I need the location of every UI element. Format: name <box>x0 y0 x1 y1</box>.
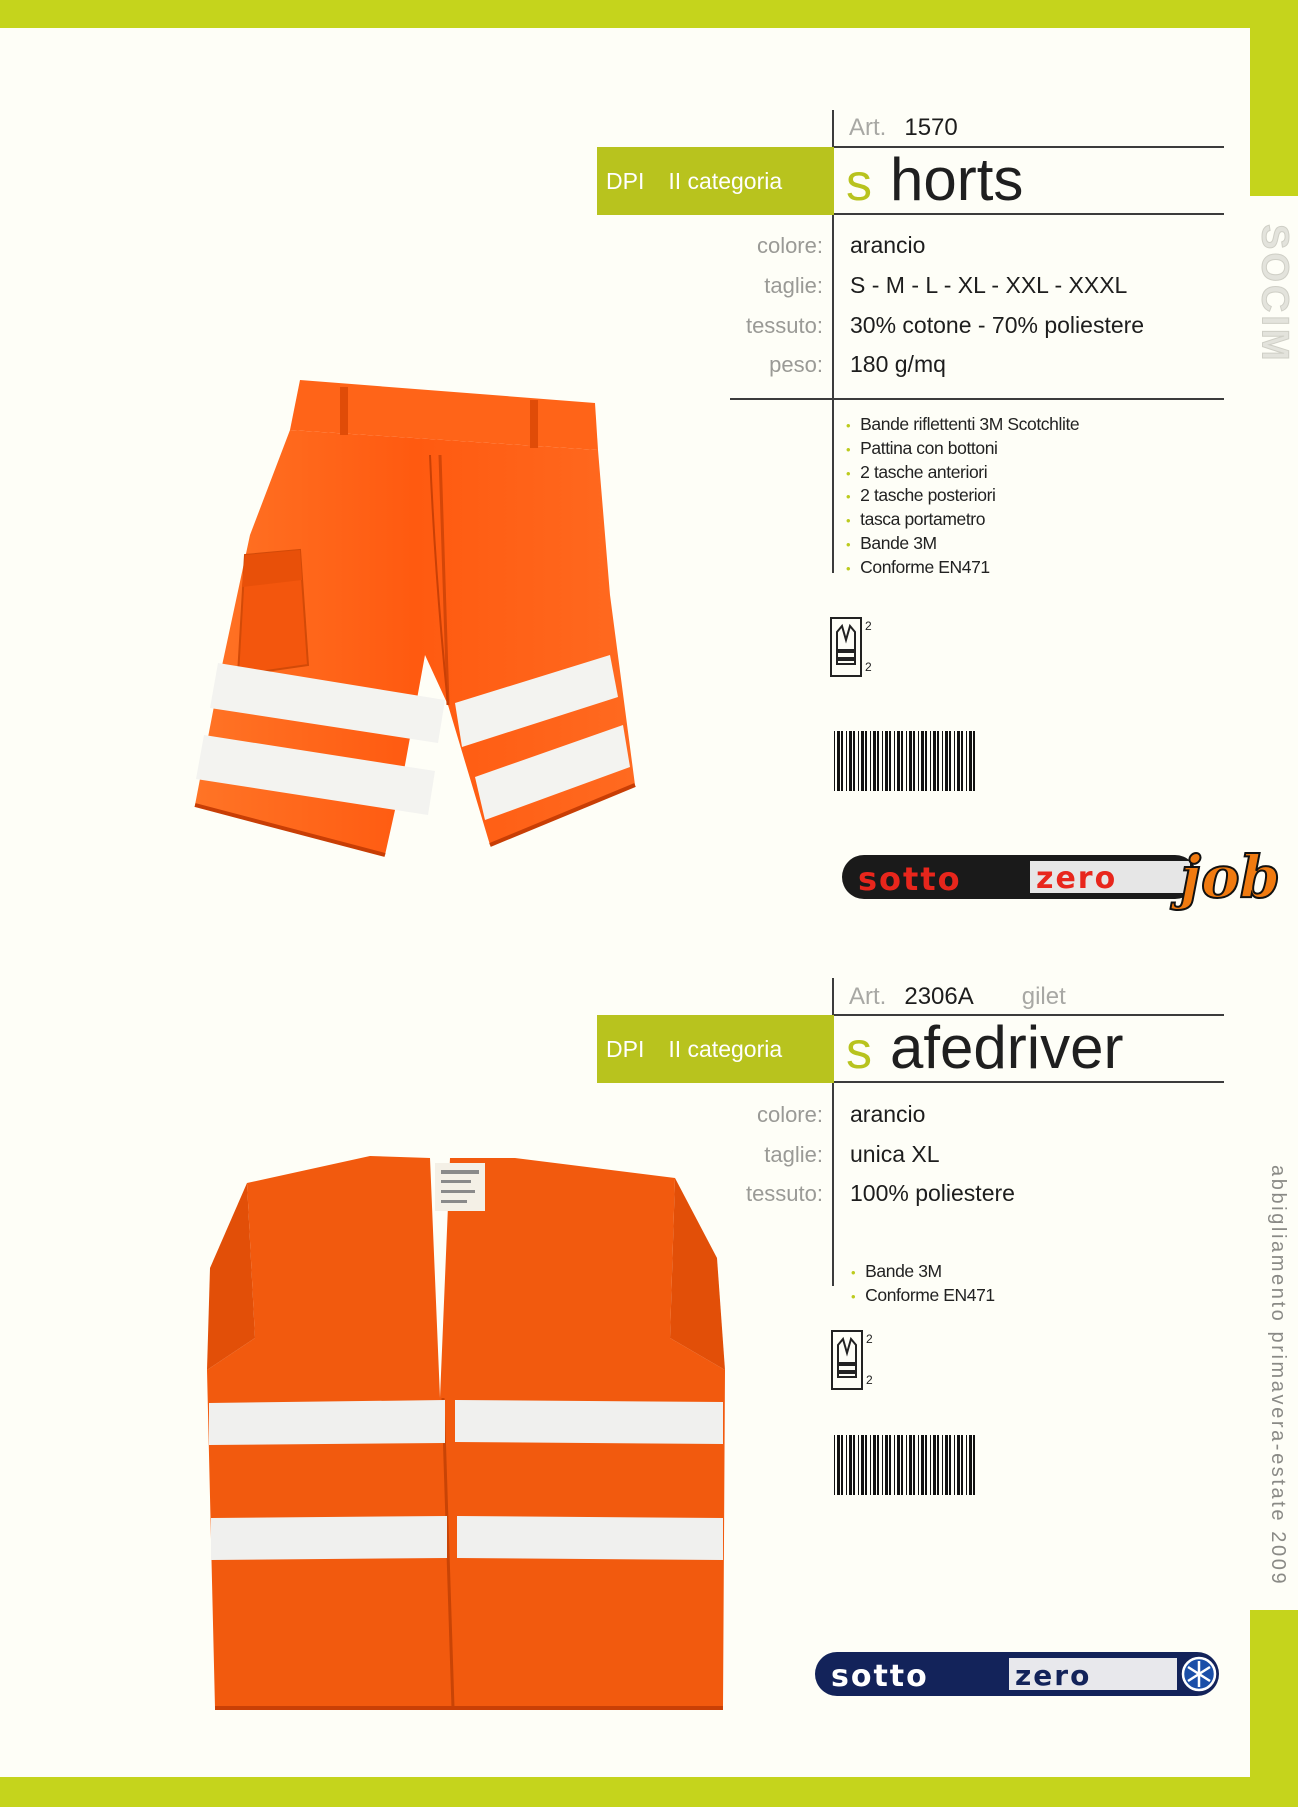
barcode-bar <box>897 1435 900 1495</box>
title-text: afedriver <box>890 1014 1124 1081</box>
barcode-bar <box>942 1435 943 1495</box>
art-label: Art. <box>849 114 887 141</box>
barcode-bar <box>918 1435 919 1495</box>
barcode-bar <box>966 1435 967 1495</box>
product-title <box>846 146 1024 213</box>
barcode-bar <box>925 731 927 791</box>
rule <box>730 398 1224 400</box>
barcode-bar <box>894 731 895 791</box>
list-item: • 2 tasche anteriori <box>846 461 988 482</box>
green-tab-top <box>1250 28 1298 196</box>
barcode-bar <box>897 731 900 791</box>
barcode-bar <box>937 731 939 791</box>
barcode-bar <box>889 1435 891 1495</box>
title-initial: s <box>846 1022 872 1080</box>
feature-list <box>851 1260 995 1308</box>
shorts-photo <box>190 375 730 865</box>
list-item: • tasca portametro <box>846 509 986 530</box>
list-item: • Conforme EN471 <box>846 556 990 577</box>
barcode-1570 <box>832 729 982 794</box>
art-code: 1570 <box>904 114 958 141</box>
barcode-bar <box>885 731 888 791</box>
field-value-colore: arancio <box>850 232 926 258</box>
top-border <box>0 0 1298 28</box>
barcode-bar <box>834 1435 835 1495</box>
svg-text:sotto: sotto <box>831 1659 929 1694</box>
svg-text:2: 2 <box>865 660 872 674</box>
field-value-taglie: unica XL <box>850 1141 940 1167</box>
art-code: 2306A <box>904 983 974 1010</box>
svg-text:zero: zero <box>1015 1659 1092 1692</box>
barcode-bar <box>921 1435 924 1495</box>
sottozero-logo <box>813 1650 1223 1700</box>
barcode-bar <box>865 1435 867 1495</box>
barcode-bar <box>913 731 915 791</box>
barcode-bar <box>837 1435 840 1495</box>
title-text: horts <box>890 146 1024 213</box>
barcode-bar <box>930 731 931 791</box>
svg-text:zero: zero <box>1036 861 1118 896</box>
dpi-label: DPI <box>606 1035 645 1062</box>
bottom-border <box>0 1777 1298 1807</box>
barcode-bar <box>949 731 951 791</box>
barcode-bar <box>973 1435 975 1495</box>
dpi-label: DPI <box>606 167 645 194</box>
svg-text:2: 2 <box>865 619 872 633</box>
barcode-bar <box>913 1435 915 1495</box>
field-value-tessuto: 30% cotone - 70% poliestere <box>850 312 1145 338</box>
barcode-bar <box>909 1435 912 1495</box>
green-tab-bottom <box>1250 1610 1298 1777</box>
barcode-bar <box>849 731 852 791</box>
list-item: • Conforme EN471 <box>851 1284 995 1305</box>
sottozero-job-logo <box>840 835 1290 927</box>
rule <box>832 213 1224 215</box>
barcode-bar <box>882 1435 883 1495</box>
dpi-category: II categoria <box>668 1035 783 1062</box>
snowflake-icon <box>1183 1658 1215 1690</box>
dpi-category: II categoria <box>668 167 783 194</box>
field-label-taglie: taglie: <box>764 273 823 298</box>
list-item: • Pattina con bottoni <box>846 437 998 458</box>
en471-vest-icon <box>830 1329 880 1389</box>
svg-text:job: job <box>1180 843 1281 911</box>
product-title <box>846 1014 1124 1081</box>
svg-text:sotto: sotto <box>858 860 962 898</box>
list-item: • Bande riflettenti 3M Scotchlite <box>846 414 1080 434</box>
barcode-bar <box>906 1435 907 1495</box>
barcode-bar <box>858 731 859 791</box>
barcode-bar <box>894 1435 895 1495</box>
barcode-bar <box>870 731 871 791</box>
barcode-bar <box>877 731 879 791</box>
barcode-bar <box>969 731 972 791</box>
barcode-bar <box>858 1435 859 1495</box>
barcode-bar <box>906 731 907 791</box>
barcode-bar <box>966 731 967 791</box>
field-label-colore: colore: <box>756 233 823 258</box>
vest-photo <box>205 1148 725 1718</box>
barcode-bar <box>846 1435 847 1495</box>
barcode-bar <box>918 731 919 791</box>
barcode-bar <box>945 731 948 791</box>
field-value-colore: arancio <box>850 1101 926 1127</box>
barcode-bar <box>945 1435 948 1495</box>
barcode-bar <box>846 731 847 791</box>
barcode-bar <box>901 1435 903 1495</box>
art-type: gilet <box>1021 983 1066 1010</box>
barcode-bar <box>834 731 835 791</box>
rule <box>832 1081 1224 1083</box>
dpi-category-banner <box>597 147 834 215</box>
barcode-bar <box>873 1435 876 1495</box>
barcode-bar <box>861 731 864 791</box>
barcode-bar <box>930 1435 931 1495</box>
barcode-bar <box>949 1435 951 1495</box>
barcode-bar <box>882 731 883 791</box>
art-label: Art. <box>849 983 887 1010</box>
barcode-bar <box>889 731 891 791</box>
barcode-bar <box>954 731 955 791</box>
barcode-bar <box>853 1435 855 1495</box>
barcode-bar <box>861 1435 864 1495</box>
barcode-bar <box>937 1435 939 1495</box>
barcode-2306a <box>832 1433 982 1498</box>
title-initial: s <box>846 154 872 212</box>
field-label-colore: colore: <box>756 1102 823 1127</box>
article-number <box>849 983 1066 1011</box>
barcode-bar <box>870 1435 871 1495</box>
barcode-bar <box>849 1435 852 1495</box>
barcode-bar <box>873 731 876 791</box>
list-item: • Bande 3M <box>846 532 937 553</box>
list-item: • Bande 3M <box>851 1261 942 1281</box>
barcode-bar <box>925 1435 927 1495</box>
season-caption: abbigliamento primavera-estate 2009 <box>1267 1165 1289 1587</box>
barcode-bar <box>841 1435 843 1495</box>
barcode-bar <box>885 1435 888 1495</box>
field-label-taglie: taglie: <box>764 1142 823 1167</box>
barcode-bar <box>837 731 840 791</box>
field-label-tessuto: tessuto: <box>745 1181 823 1206</box>
barcode-bar <box>942 731 943 791</box>
field-value-peso: 180 g/mq <box>850 351 946 377</box>
field-value-tessuto: 100% poliestere <box>850 1180 1015 1206</box>
svg-text:2: 2 <box>866 1332 873 1346</box>
barcode-bar <box>933 731 936 791</box>
field-value-taglie: S - M - L - XL - XXL - XXXL <box>850 272 1128 298</box>
svg-text:2: 2 <box>866 1373 873 1387</box>
list-item: • 2 tasche posteriori <box>846 485 996 506</box>
barcode-bar <box>901 731 903 791</box>
field-label-tessuto: tessuto: <box>745 313 823 338</box>
barcode-bar <box>961 731 963 791</box>
dpi-category-banner <box>597 1015 834 1083</box>
barcode-bar <box>921 731 924 791</box>
barcode-bar <box>961 1435 963 1495</box>
barcode-bar <box>877 1435 879 1495</box>
barcode-bar <box>969 1435 972 1495</box>
barcode-bar <box>933 1435 936 1495</box>
barcode-bar <box>841 731 843 791</box>
feature-list <box>846 413 1079 580</box>
barcode-bar <box>853 731 855 791</box>
barcode-bar <box>957 1435 960 1495</box>
en471-vest-icon <box>829 616 879 676</box>
article-number <box>849 114 958 142</box>
barcode-bar <box>954 1435 955 1495</box>
barcode-bar <box>973 731 975 791</box>
field-label-peso: peso: <box>769 352 823 377</box>
barcode-bar <box>909 731 912 791</box>
barcode-bar <box>957 731 960 791</box>
brand-watermark: SOCIM <box>1253 224 1296 364</box>
barcode-bar <box>865 731 867 791</box>
